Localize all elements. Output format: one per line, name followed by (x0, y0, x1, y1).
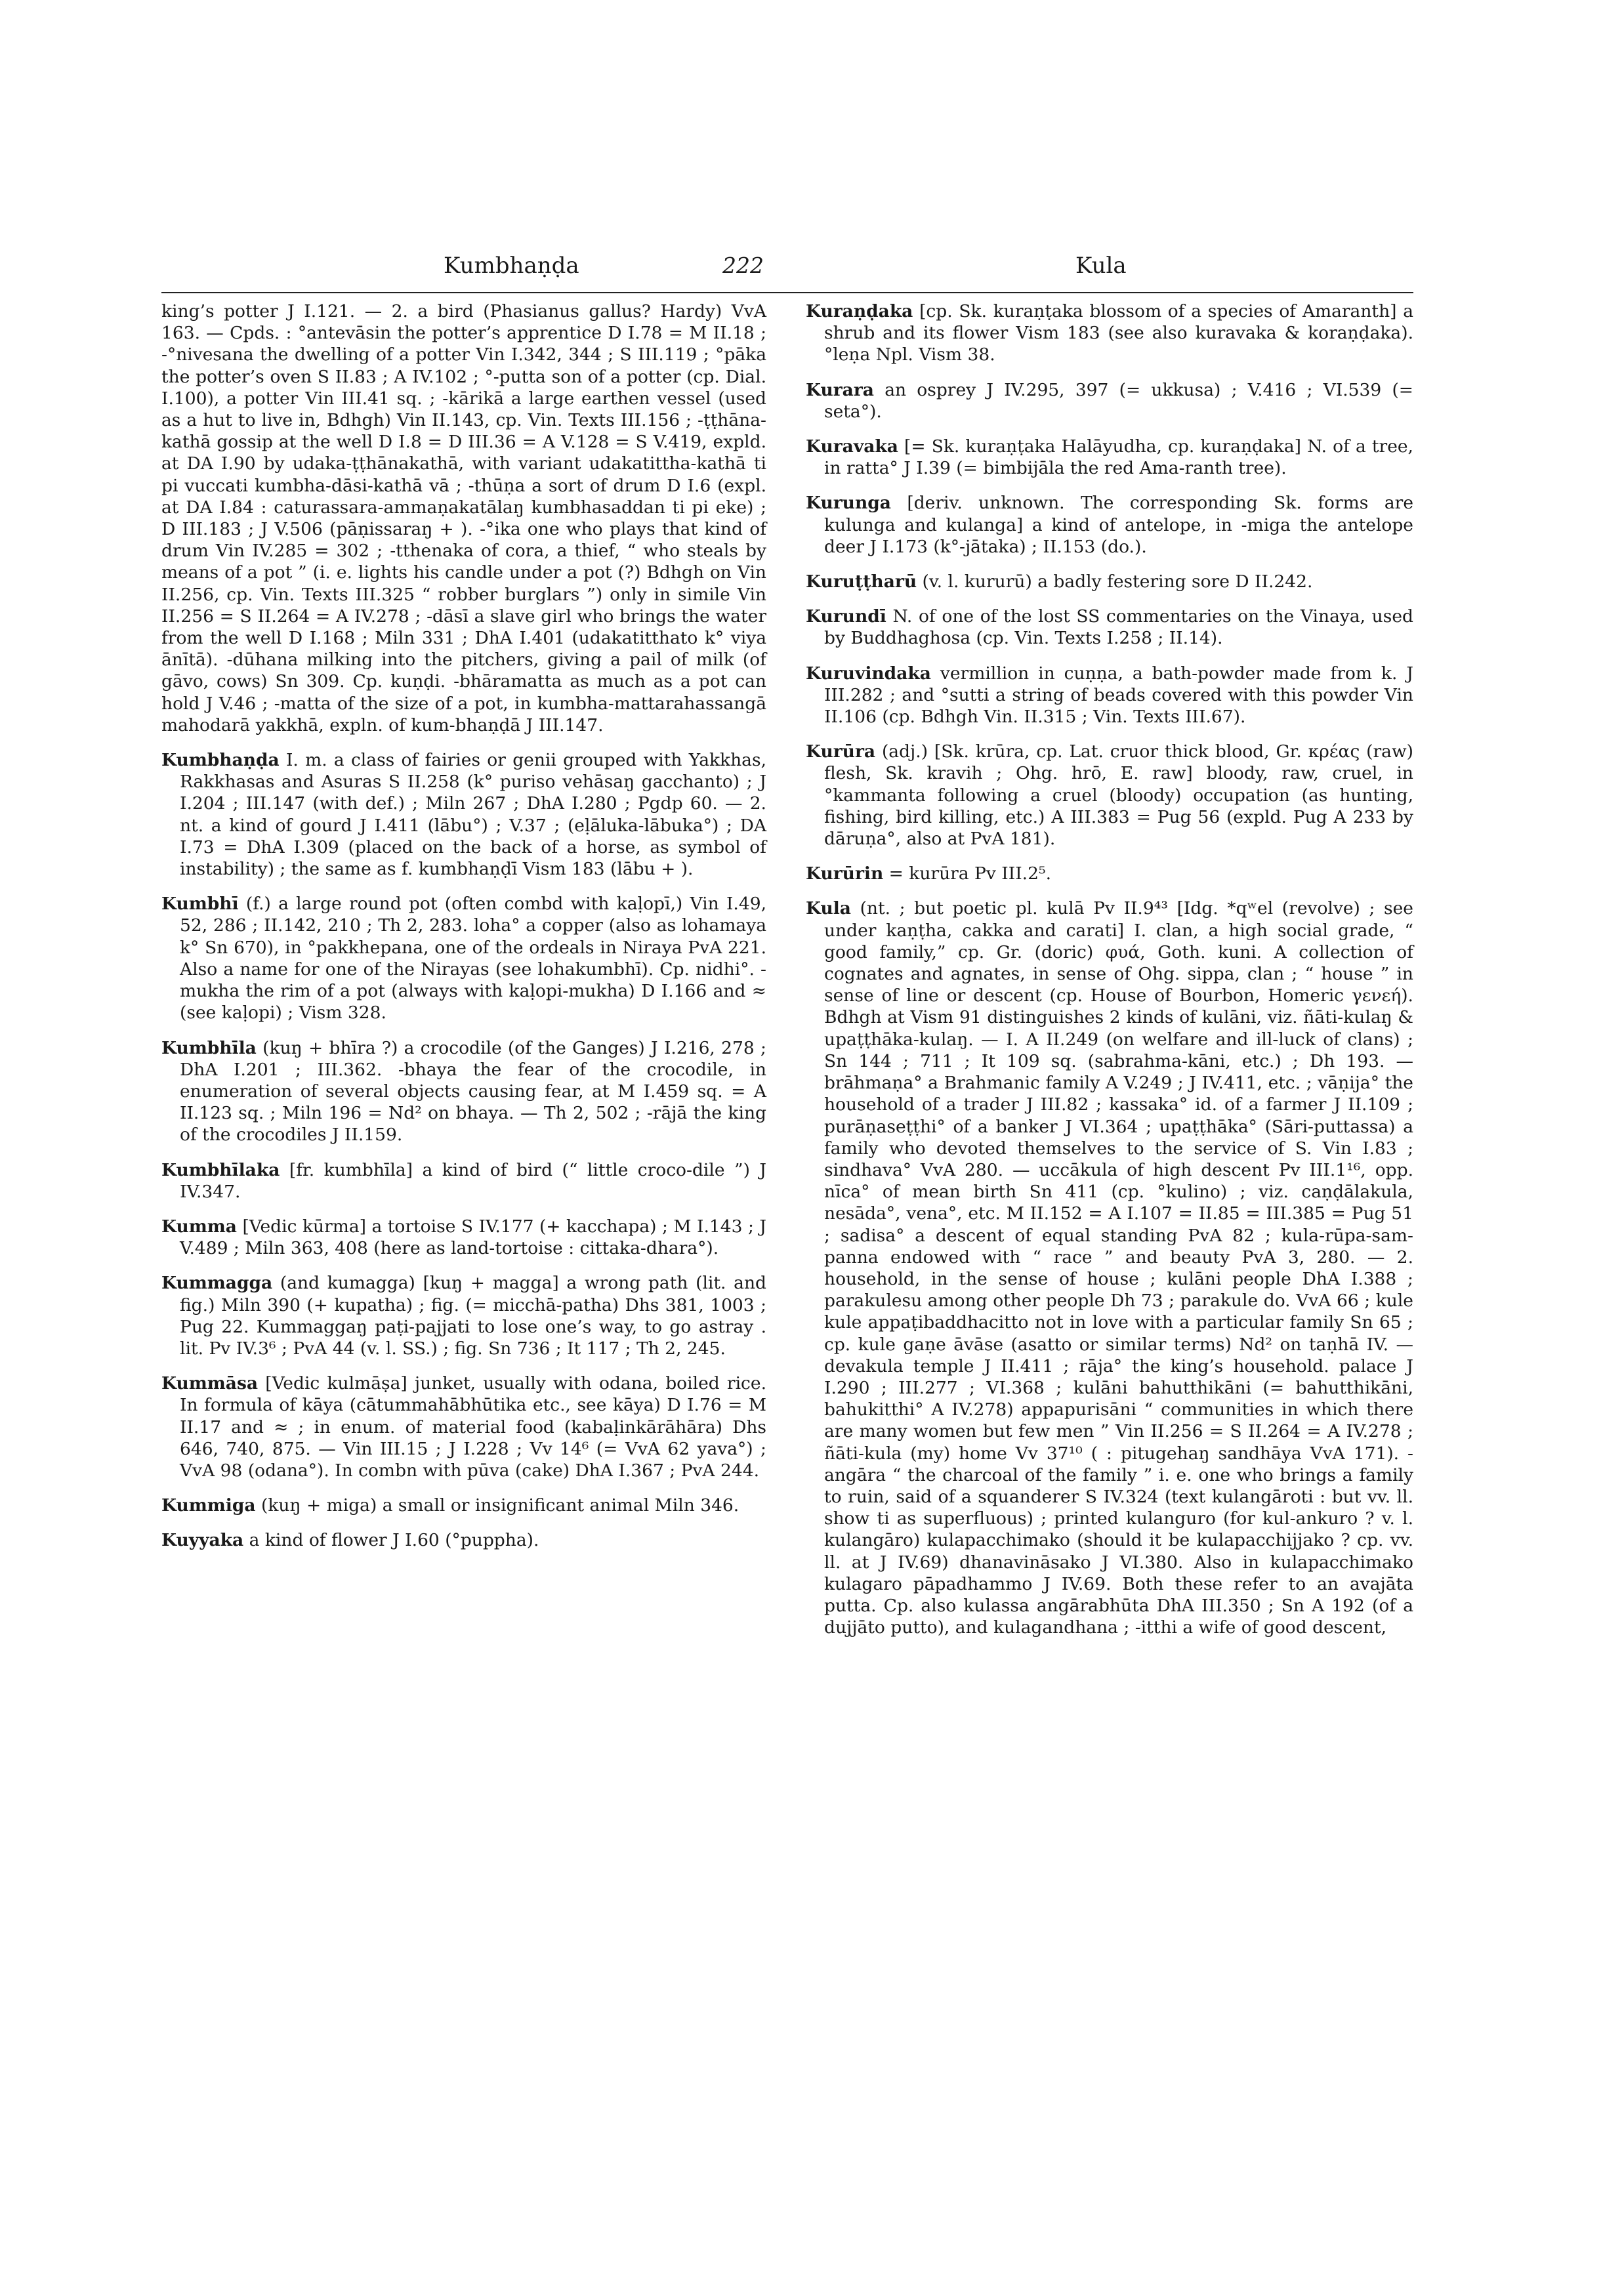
entry-definition: [deriv. unknown. The corresponding Sk. forms are kulunga and kulanga] a kind of antelope, in -miga the antelope deer J I.173 (k°-jātaka) ; II.153 (do.). (824, 493, 1413, 557)
entry-definition: (and kumagga) [kuŋ + magga] a wrong path (lit. and fig.) Miln 390 (+ kupatha) ; fig. (= micchā-patha) Dhs 381, 1003 ; Pug 22. Kummaggaŋ paṭi-pajjati to lose one’s way, to go astray . lit. Pv IV.3⁶ ; PvA 44 (v. l. SS.) ; fig. Sn 736 ; It 117 ; Th 2, 245. (180, 1273, 766, 1359)
entry-headword: Kummiga (161, 1495, 256, 1516)
left-column (161, 300, 766, 1565)
entry-headword: Kurūra (806, 741, 876, 762)
dictionary-entry (161, 1159, 766, 1203)
dictionary-entry (161, 893, 766, 1023)
entry-definition: (f.) a large round pot (often combd with kaḷopī,) Vin I.49, 52, 286 ; II.142, 210 ; Th 2, 283. loha° a copper (also as lohamaya k° Sn 670), in °pakkhepana, one of the ordeals in Niraya PvA 221. Also a name for one of the Nirayas (see lohakumbhī). Cp. nidhi°. -mukha the rim of a pot (always with kaḷopi-mukha) D I.166 and ≈ (see kaḷopi) ; Vism 328. (180, 894, 766, 1023)
entry-headword: Kula (806, 898, 851, 919)
entry-headword: Kuravaka (806, 436, 898, 457)
dictionary-entry (161, 1216, 766, 1259)
dictionary-entry (806, 379, 1413, 423)
entry-definition: [Vedic kūrma] a tortoise S IV.177 (+ kacchapa) ; M I.143 ; J V.489 ; Miln 363, 408 (here as land-tortoise : cittaka-dhara°). (180, 1216, 766, 1259)
dictionary-entry (161, 749, 766, 880)
entry-headword: Kuraṇḍaka (806, 301, 913, 321)
entry-definition: = kurūra Pv III.2⁵. (883, 863, 1052, 884)
running-head-right: Kula (1075, 253, 1127, 279)
page-number: 222 (722, 253, 764, 278)
entry-definition: N. of one of the lost SS commentaries on the Vinaya, used by Buddhaghosa (cp. Vin. Texts I.258 ; II.14). (824, 606, 1413, 649)
entry-headword: Kuyyaka (161, 1530, 244, 1551)
header-rule (161, 292, 1413, 293)
entry-headword: Kurundī (806, 606, 886, 627)
entry-definition: (kuŋ + bhīra ?) a crocodile (of the Ganges) J I.216, 278 ; DhA I.201 ; III.362. -bhaya the fear of the crocodile, in enumeration of several objects causing fear, at M I.459 sq. = A II.123 sq. ; Miln 196 = Nd² on bhaya. — Th 2, 502 ; -rājā the king of the crocodiles J II.159. (180, 1037, 766, 1146)
entry-definition: a kind of flower J I.60 (°puppha). (243, 1530, 539, 1551)
entry-headword: Kumbhī (161, 894, 239, 915)
dictionary-entry (806, 492, 1413, 558)
entry-definition: [fr. kumbhīla] a kind of bird (“ little croco-dile ”) J IV.347. (180, 1159, 766, 1202)
entry-definition: I. m. a class of fairies or genii grouped with Yakkhas, Rakkhasas and Asuras S II.258 (k° puriso vehāsaŋ gacchanto) ; J I.204 ; III.147 (with def.) ; Miln 267 ; DhA I.280 ; Pgdp 60. — 2. nt. a kind of gourd J I.411 (lābu°) ; V.37 ; (eḷāluka-lābuka°) ; DA I.73 = DhA I.309 (placed on the back of a horse, as symbol of instability) ; the same as f. kumbhaṇḍī Vism 183 (lābu + ). (180, 750, 766, 880)
entry-headword: Kumbhīla (161, 1037, 257, 1058)
entry-definition: (kuŋ + miga) a small or insignificant animal Miln 346. (255, 1495, 739, 1516)
entry-definition: king’s potter J I.121. — 2. a bird (Phasianus gallus? Hardy) VvA 163. — Cpds. : °antevāsin the potter’s apprentice D I.78 = M II.18 ; -°nivesana the dwelling of a potter Vin I.342, 344 ; S III.119 ; °pāka the potter’s oven S II.83 ; A IV.102 ; °-putta son of a potter (cp. Dial. I.100), a potter Vin III.41 sq. ; -kārikā a large earthen vessel (used as a hut to live in, Bdhgh) Vin II.143, cp. Vin. Texts III.156 ; -ṭṭhāna-kathā gossip at the well D I.8 = D III.36 = A V.128 = S V.419, expld. at DA I.90 by udaka-ṭṭhānakathā, with variant udakatittha-kathā ti pi vuccati kumbha-dāsi-kathā vā ; -thūṇa a sort of drum D I.6 (expl. at DA I.84 : caturassara-ammaṇakatālaŋ kumbhasaddan ti pi eke) ; D III.183 ; J V.506 (pāṇissaraŋ + ). -°ika one who plays that kind of drum Vin IV.285 = 302 ; -tthenaka of cora, a thief, “ who steals by means of a pot ” (i. e. lights his candle under a pot (?) Bdhgh on Vin II.256, cp. Vin. Texts III.325 “ robber burglars ”) only in simile Vin II.256 = S II.264 = A IV.278 ; -dāsī a slave girl who brings the water from the well D I.168 ; Miln 331 ; DhA I.401 (udakatitthato k° viya ānītā). -dūhana milking into the pitchers, giving a pail of milk (of gāvo, cows) Sn 309. Cp. kuṇḍi. -bhāramatta as much as a pot can hold J V.46 ; -matta of the size of a pot, in kumbha-mattarahassangā mahodarā yakkhā, expln. of kum-bhaṇḍā J III.147. (161, 301, 766, 735)
dictionary-entry (161, 1373, 766, 1481)
dictionary-entry (161, 1272, 766, 1359)
entry-definition: (adj.) [Sk. krūra, cp. Lat. cruor thick blood, Gr. κρέας (raw) flesh, Sk. kravih ; Ohg. hrō, E. raw] bloody, raw, cruel, in °kammanta following a cruel (bloody) occupation (as hunting, fishing, bird killing, etc.) A III.383 = Pug 56 (expld. Pug A 233 by dāruṇa°, also at PvA 181). (824, 741, 1413, 850)
entry-headword: Kummagga (161, 1273, 273, 1294)
entry-definition: [cp. Sk. kuraṇṭaka blossom of a species of Amaranth] a shrub and its flower Vism 183 (see also kuravaka & koraṇḍaka). °leṇa Npl. Vism 38. (824, 301, 1413, 365)
entry-headword: Kurunga (806, 493, 891, 514)
running-head-left: Kumbhaṇḍa (444, 253, 579, 279)
dictionary-entry (161, 1037, 766, 1146)
entry-headword: Kumma (161, 1216, 237, 1237)
dictionary-entry (806, 863, 1413, 884)
dictionary-entry (806, 606, 1413, 649)
entry-definition: vermillion in cuṇṇa, a bath-powder made from k. J III.282 ; and °sutti a string of beads covered with this powder Vin II.106 (cp. Bdhgh Vin. II.315 ; Vin. Texts III.67). (824, 663, 1413, 728)
entry-headword: Kuruṭṭharū (806, 571, 917, 592)
entry-headword: Kumbhīlaka (161, 1159, 280, 1180)
dictionary-entry (806, 436, 1413, 479)
right-column (806, 300, 1413, 1651)
entry-headword: Kurara (806, 379, 874, 400)
dictionary-entry (806, 663, 1413, 728)
entry-headword: Kumbhaṇḍa (161, 750, 280, 771)
entry-definition: (nt. ; but poetic pl. kulā Pv II.9⁴³ [Idg. *qʷel (revolve) ; see under kaṇṭha, cakka and carati] I. clan, a high social grade, “ good family,” cp. Gr. (doric) φυά, Goth. kuni. A collection of cognates and agnates, in sense of Ohg. sippa, clan ; “ house ” in sense of line or descent (cp. House of Bourbon, Homeric γενεή). Bdhgh at Vism 91 distinguishes 2 kinds of kulāni, viz. ñāti-kulaŋ & upaṭṭhāka-kulaŋ. — I. A II.249 (on welfare and ill-luck of clans) ; Sn 144 ; 711 ; It 109 sq. (sabrahma-kāni, etc.) ; Dh 193. — brāhmaṇa° a Brahmanic family A V.249 ; J IV.411, etc. ; vāṇija° the household of a trader J III.82 ; kassaka° id. of a farmer J II.109 ; purāṇaseṭṭhi° of a banker J VI.364 ; upaṭṭhāka° (Sāri-puttassa) a family who devoted themselves to the service of S. Vin I.83 ; sindhava° VvA 280. — uccākula of high descent Pv III.1¹⁶, opp. nīca° of mean birth Sn 411 (cp. °kulino) ; viz. caṇḍālakula, nesāda°, vena°, etc. M II.152 = A I.107 = II.85 = III.385 = Pug 51 ; sadisa° a descent of equal standing PvA 82 ; kula-rūpa-sam-panna endowed with “ race ” and beauty PvA 3, 280. — 2. household, in the sense of house ; kulāni people DhA I.388 ; parakulesu among other people Dh 73 ; parakule do. VvA 66 ; kule kule appaṭibaddhacitto not in love with a particular family Sn 65 ; cp. kule gaṇe āvāse (asatto or similar terms) Nd² on taṇhā IV. — devakula temple J II.411 ; rāja° the king’s household. palace J I.290 ; III.277 ; VI.368 ; kulāni bahutthikāni (= bahutthikāni, bahukitthi° A IV.278) appapurisāni “ communities in which there are many women but few men ” Vin II.256 = S II.264 = A IV.278 ; ñāti-kula (my) home Vv 37¹⁰ ( : pitugehaŋ sandhāya VvA 171). -angāra “ the charcoal of the family ” i. e. one who brings a family to ruin, said of a squanderer S IV.324 (text kulangāroti : but vv. ll. show ti as superfluous) ; printed kulanguro (for kul-ankuro ? v. l. kulangāro) kulapacchimako (should it be kulapacchijjako ? cp. vv. ll. at J IV.69) dhanavināsako J VI.380. Also in kulapacchimako kulagaro pāpadhammo J IV.69. Both these refer to an avajāta putta. Cp. also kulassa angārabhūta DhA III.350 ; Sn A 192 (of a dujjāto putto), and kulagandhana ; -itthi a wife of good descent, (824, 898, 1413, 1638)
dictionary-entry (806, 571, 1413, 592)
dictionary-entry (161, 1529, 766, 1551)
entry-definition: [Vedic kulmāṣa] junket, usually with odana, boiled rice. In formula of kāya (cātummahābhūtika etc., see kāya) D I.76 = M II.17 and ≈ ; in enum. of material food (kabaḷinkārāhāra) Dhs 646, 740, 875. — Vin III.15 ; J I.228 ; Vv 14⁶ (= VvA 62 yava°) ; VvA 98 (odana°). In combn with pūva (cake) DhA I.367 ; PvA 244. (180, 1373, 766, 1481)
page-header (161, 253, 1413, 292)
dictionary-entry (806, 898, 1413, 1638)
dictionary-entry (161, 300, 766, 736)
dictionary-entry (806, 300, 1413, 366)
entry-definition: an osprey J IV.295, 397 (= ukkusa) ; V.416 ; VI.539 (= seta°). (824, 379, 1413, 422)
entry-definition: (v. l. kururū) a badly festering sore D II.242. (917, 571, 1313, 592)
dictionary-entry (161, 1495, 766, 1516)
entry-definition: [= Sk. kuraṇṭaka Halāyudha, cp. kuraṇḍaka] N. of a tree, in ratta° J I.39 (= bimbijāla the red Ama-ranth tree). (824, 436, 1413, 479)
entry-headword: Kummāsa (161, 1373, 259, 1394)
entry-headword: Kuruvindaka (806, 663, 931, 684)
dictionary-entry (806, 741, 1413, 850)
entry-headword: Kurūrin (806, 863, 884, 884)
